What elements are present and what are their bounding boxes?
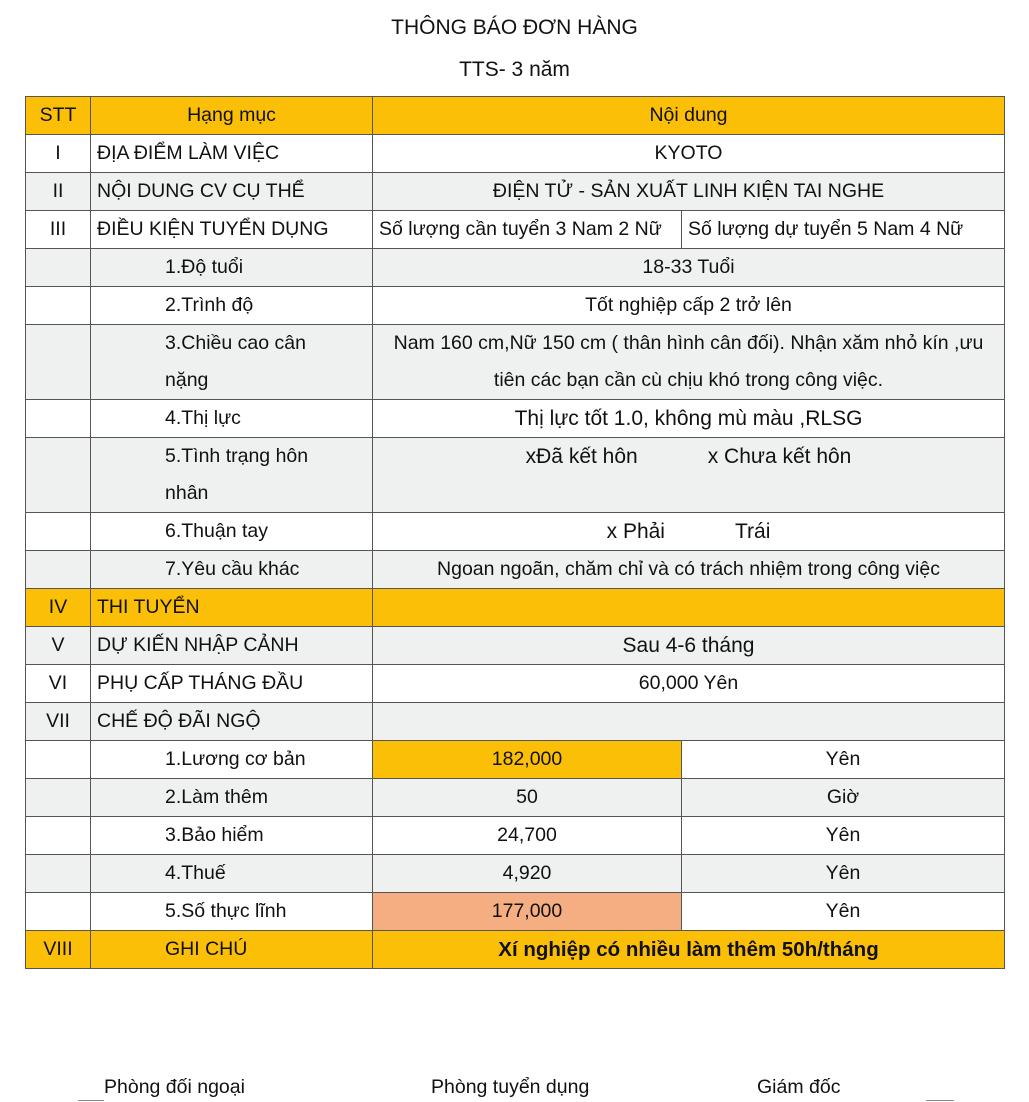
row-label: 3.Chiều cao cân nặng [91, 325, 373, 400]
overtime-amount: 50 [373, 779, 682, 817]
table-row [26, 779, 1005, 817]
row-stt: II [26, 173, 91, 211]
row-label: 6.Thuận tay [91, 513, 373, 551]
signature-foreign-dept: Phòng đối ngoại [104, 1076, 245, 1098]
row-value: Nam 160 cm,Nữ 150 cm ( thân hình cân đối). Nhận xăm nhỏ kín ,ưu tiên các bạn cần cù chịu khó trong công việc. [373, 325, 1005, 400]
table-row [26, 211, 1005, 249]
document-title: THÔNG BÁO ĐƠN HÀNG [391, 16, 638, 39]
salary-unit: Yên [682, 741, 1005, 779]
row-value [373, 589, 1005, 627]
row-label: 2.Làm thêm [91, 779, 373, 817]
signature-recruit-dept: Phòng tuyển dụng [431, 1076, 590, 1098]
row-stt: III [26, 211, 91, 249]
table-row [26, 438, 1005, 513]
row-stt: VIII [26, 931, 91, 969]
table-row [26, 893, 1005, 931]
row-label: 5.Số thực lĩnh [91, 893, 373, 931]
document-subtitle: TTS- 3 năm [459, 58, 570, 81]
row-stt: I [26, 135, 91, 173]
row-label: NỘI DUNG CV CỤ THỂ [91, 173, 373, 211]
table-row [26, 703, 1005, 741]
row-value: Sau 4-6 tháng [373, 627, 1005, 665]
recruit-count: Số lượng cần tuyển 3 Nam 2 Nữ [373, 211, 682, 249]
row-value: Ngoan ngoãn, chăm chỉ và có trách nhiệm trong công việc [373, 551, 1005, 589]
insurance-amount: 24,700 [373, 817, 682, 855]
table-row [26, 135, 1005, 173]
row-label: DỰ KIẾN NHẬP CẢNH [91, 627, 373, 665]
row-value: 60,000 Yên [373, 665, 1005, 703]
table-row [26, 287, 1005, 325]
table-row [26, 931, 1005, 969]
net-unit: Yên [682, 893, 1005, 931]
table-row [26, 551, 1005, 589]
salary-amount: 182,000 [373, 741, 682, 779]
row-value: KYOTO [373, 135, 1005, 173]
row-label: 4.Thị lực [91, 400, 373, 438]
row-label: 3.Bảo hiểm [91, 817, 373, 855]
row-label: 1.Lương cơ bản [91, 741, 373, 779]
row-label: THI TUYỂN [91, 589, 373, 627]
order-table [25, 96, 1005, 969]
row-label: 1.Độ tuổi [91, 249, 373, 287]
row-value: 18-33 Tuổi [373, 249, 1005, 287]
candidate-count: Số lượng dự tuyển 5 Nam 4 Nữ [682, 211, 1005, 249]
row-label: 7.Yêu cầu khác [91, 551, 373, 589]
option-single: x Chưa kết hôn [707, 445, 852, 468]
signature-line [926, 1100, 954, 1101]
row-label: GHI CHÚ [91, 931, 373, 969]
overtime-unit: Giờ [682, 779, 1005, 817]
table-row [26, 665, 1005, 703]
table-header-row [26, 97, 1005, 135]
row-stt: V [26, 627, 91, 665]
tax-amount: 4,920 [373, 855, 682, 893]
row-stt: IV [26, 589, 91, 627]
signature-director: Giám đốc [757, 1076, 841, 1098]
table-row [26, 855, 1005, 893]
option-right-hand: x Phải [606, 520, 665, 543]
row-value [373, 513, 1005, 551]
table-row [26, 627, 1005, 665]
row-value: Thị lực tốt 1.0, không mù màu ,RLSG [373, 400, 1005, 438]
table-row [26, 817, 1005, 855]
table-row [26, 400, 1005, 438]
row-value: Tốt nghiệp cấp 2 trở lên [373, 287, 1005, 325]
row-label: ĐIỀU KIỆN TUYỂN DỤNG [91, 211, 373, 249]
row-label: 2.Trình độ [91, 287, 373, 325]
header-category: Hạng mục [91, 97, 373, 135]
table-row [26, 513, 1005, 551]
net-amount: 177,000 [373, 893, 682, 931]
table-row [26, 741, 1005, 779]
option-married: xĐã kết hôn [525, 445, 638, 468]
header-stt: STT [26, 97, 91, 135]
row-stt: VI [26, 665, 91, 703]
row-stt: VII [26, 703, 91, 741]
row-value: ĐIỆN TỬ - SẢN XUẤT LINH KIỆN TAI NGHE [373, 173, 1005, 211]
table-row [26, 325, 1005, 400]
row-label: 4.Thuế [91, 855, 373, 893]
row-label: ĐỊA ĐIỂM LÀM VIỆC [91, 135, 373, 173]
row-value [373, 438, 1005, 513]
row-label: 5.Tình trạng hôn nhân [91, 438, 373, 513]
table-row [26, 249, 1005, 287]
tax-unit: Yên [682, 855, 1005, 893]
signature-line [78, 1100, 104, 1101]
insurance-unit: Yên [682, 817, 1005, 855]
header-content: Nội dung [373, 97, 1005, 135]
row-label: PHỤ CẤP THÁNG ĐẦU [91, 665, 373, 703]
table-row [26, 589, 1005, 627]
option-left-hand: Trái [734, 520, 771, 543]
row-label: CHẾ ĐỘ ĐÃI NGỘ [91, 703, 373, 741]
row-value [373, 703, 1005, 741]
table-row [26, 173, 1005, 211]
note-value: Xí nghiệp có nhiều làm thêm 50h/tháng [373, 931, 1005, 969]
